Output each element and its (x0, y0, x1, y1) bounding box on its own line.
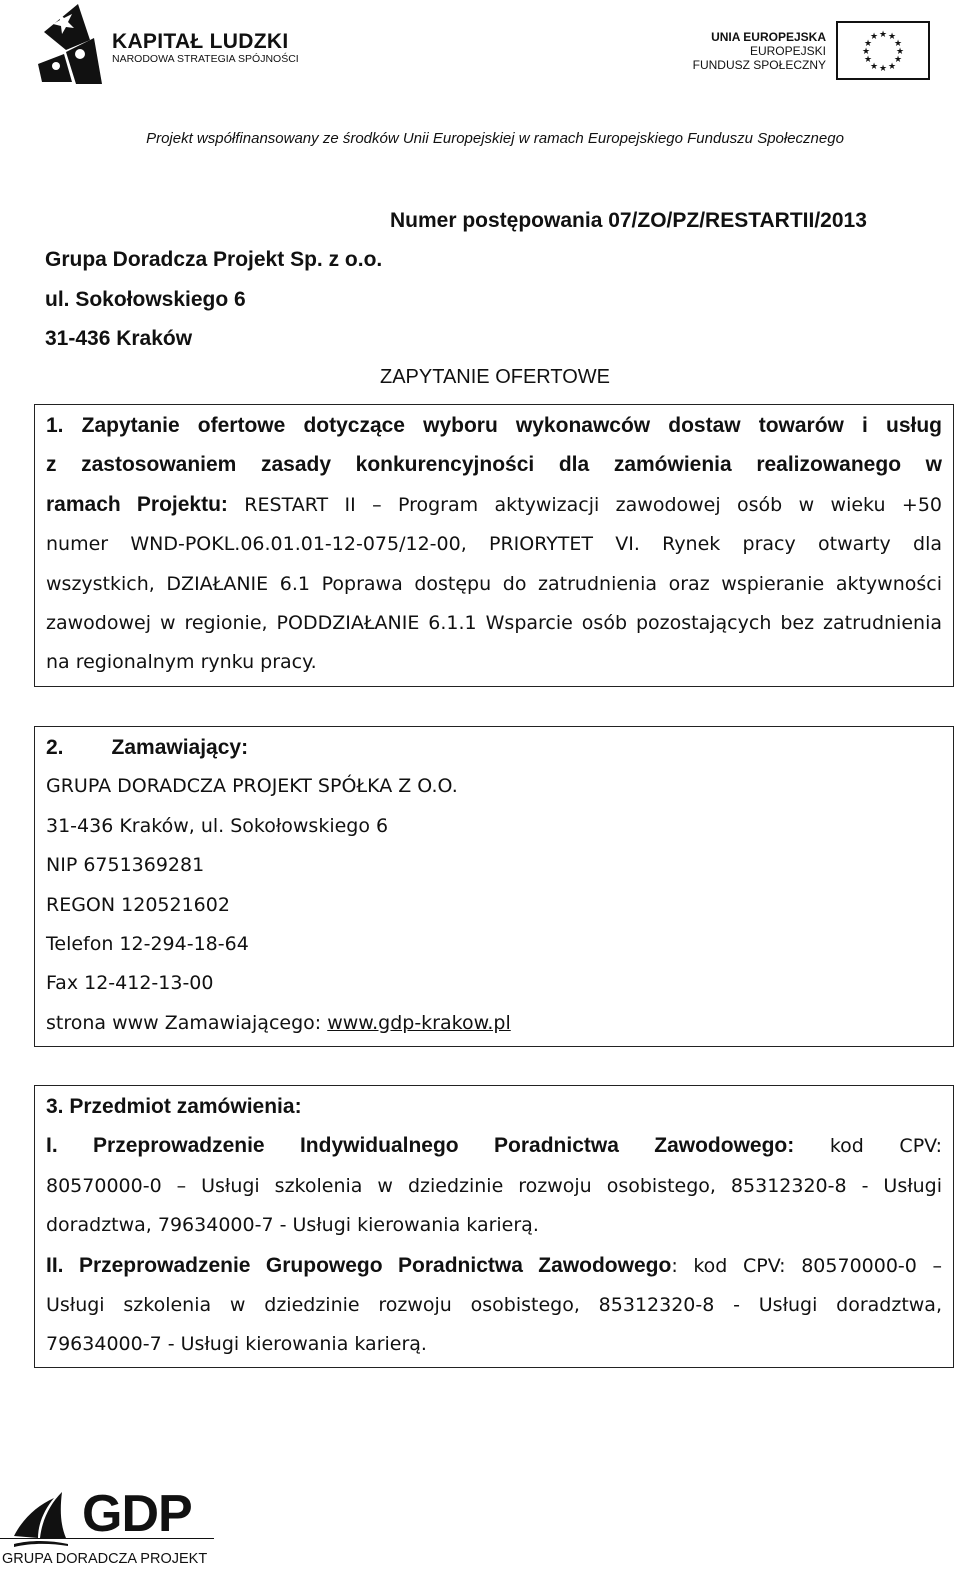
section-1-line-1: 1. Zapytanie ofertowe dotyczące wyboru wykonawców dostaw towarów i usług (46, 414, 942, 437)
eu-line-3: FUNDUSZ SPOŁECZNY (692, 58, 826, 72)
eu-fund-label (690, 30, 826, 72)
section-1-box (34, 404, 954, 687)
orderer-fax: Fax 12-412-13-00 (46, 972, 214, 995)
project-label: ramach Projektu: (46, 492, 228, 516)
project-name: RESTART II – Program aktywizacji zawodowej osób w wieku +50 (244, 493, 942, 516)
www-label: strona www Zamawiającego: (46, 1011, 322, 1034)
orderer-address: 31-436 Kraków, ul. Sokołowskiego 6 (46, 814, 389, 837)
section-3-box (34, 1085, 954, 1368)
section-3-heading: 3. Przedmiot zamówienia: (46, 1095, 302, 1118)
orderer-nip: NIP 6751369281 (46, 854, 205, 877)
eu-flag-icon (836, 21, 930, 80)
addressee-city: 31-436 Kraków (45, 327, 193, 350)
eu-stars-icon (838, 23, 928, 78)
svg-text:★: ★ (869, 62, 879, 72)
item-1-line-2: 80570000-0 – Usługi szkolenia w dziedzinie rozwoju osobistego, 85312320-8 - Usługi (46, 1174, 942, 1197)
section-1-line-7: na regionalnym rynku pracy. (46, 651, 317, 674)
svg-text:★: ★ (893, 55, 903, 65)
kapital-ludzki-subtitle: NARODOWA STRATEGIA SPÓJNOŚCI (112, 53, 299, 65)
item-2-line-2: Usługi szkolenia w dziedzinie rozwoju osobistego, 85312320-8 - Usługi doradztwa, (46, 1294, 942, 1317)
section-2-heading (46, 728, 942, 767)
gdp-name: GRUPA DORADCZA PROJEKT (2, 1551, 208, 1567)
section-2-label: Zamawiający: (111, 736, 249, 759)
website-link[interactable]: www.gdp-krakow.pl (327, 1011, 511, 1034)
item-2-cpv: : kod CPV: 80570000-0 – (671, 1254, 943, 1277)
item-1-line-1 (46, 1126, 942, 1166)
gdp-divider (0, 1538, 214, 1539)
item-1-line-3: doradztwa, 79634000-7 - Usługi kierowania karierą. (46, 1214, 539, 1237)
svg-text:★: ★ (878, 64, 888, 74)
case-number: Numer postępowania 07/ZO/PZ/RESTARTII/2013 (390, 209, 867, 232)
svg-text:★: ★ (869, 32, 879, 42)
orderer-www (46, 1004, 942, 1043)
orderer-phone: Telefon 12-294-18-64 (46, 933, 249, 956)
section-1-line-5: wszystkich, DZIAŁANIE 6.1 Poprawa dostępu do zatrudnienia oraz wspieranie aktywności (46, 572, 942, 595)
document-title: ZAPYTANIE OFERTOWE (379, 366, 611, 388)
svg-text:★: ★ (863, 55, 873, 65)
item-2-line-3: 79634000-7 - Usługi kierowania karierą. (46, 1333, 427, 1356)
section-1-line-6: zawodowej w regionie, PODDZIAŁANIE 6.1.1 Wsparcie osób pozostających bez zatrudnienia (46, 612, 942, 635)
eu-line-2: EUROPEJSKI (749, 44, 826, 58)
orderer-name: GRUPA DORADCZA PROJEKT SPÓŁKA Z O.O. (46, 775, 458, 798)
eu-line-1: UNIA EUROPEJSKA (711, 30, 826, 44)
gdp-mark: GDP (82, 1485, 192, 1543)
svg-text:★: ★ (895, 47, 905, 57)
item-2-line-1 (46, 1246, 942, 1286)
cofinancing-note: Projekt współfinansowany ze środków Unii Europejskiej w ramach Europejskiego Funduszu Społecznego (146, 130, 844, 147)
section-1-line-3 (46, 485, 942, 525)
svg-text:★: ★ (878, 30, 888, 40)
kapital-ludzki-title: KAPITAŁ LUDZKI (112, 30, 289, 53)
orderer-regon: REGON 120521602 (46, 893, 230, 916)
item-2-title: II. Przeprowadzenie Grupowego Poradnictwa Zawodowego (46, 1253, 672, 1277)
section-2-box (34, 726, 954, 1047)
gdp-logo (0, 1480, 230, 1573)
item-1-cpv-label: kod CPV: (829, 1135, 943, 1158)
svg-text:★: ★ (893, 39, 903, 49)
section-1-line-4: numer WND-POKL.06.01.01-12-075/12-00, PRIORYTET VI. Rynek pracy otwarty dla (46, 533, 942, 556)
svg-text:★: ★ (861, 47, 871, 57)
svg-text:★: ★ (863, 39, 873, 49)
svg-text:★: ★ (887, 62, 897, 72)
section-1-line-2: z zastosowaniem zasady konkurencyjności dla zamówienia realizowanego w (46, 453, 942, 477)
svg-text:★: ★ (887, 32, 897, 42)
addressee-street: ul. Sokołowskiego 6 (45, 288, 246, 311)
item-1-title: I. Przeprowadzenie Indywidualnego Poradnictwa Zawodowego: (46, 1134, 795, 1158)
addressee-name: Grupa Doradcza Projekt Sp. z o.o. (45, 248, 383, 271)
section-2-number: 2. (46, 736, 64, 759)
